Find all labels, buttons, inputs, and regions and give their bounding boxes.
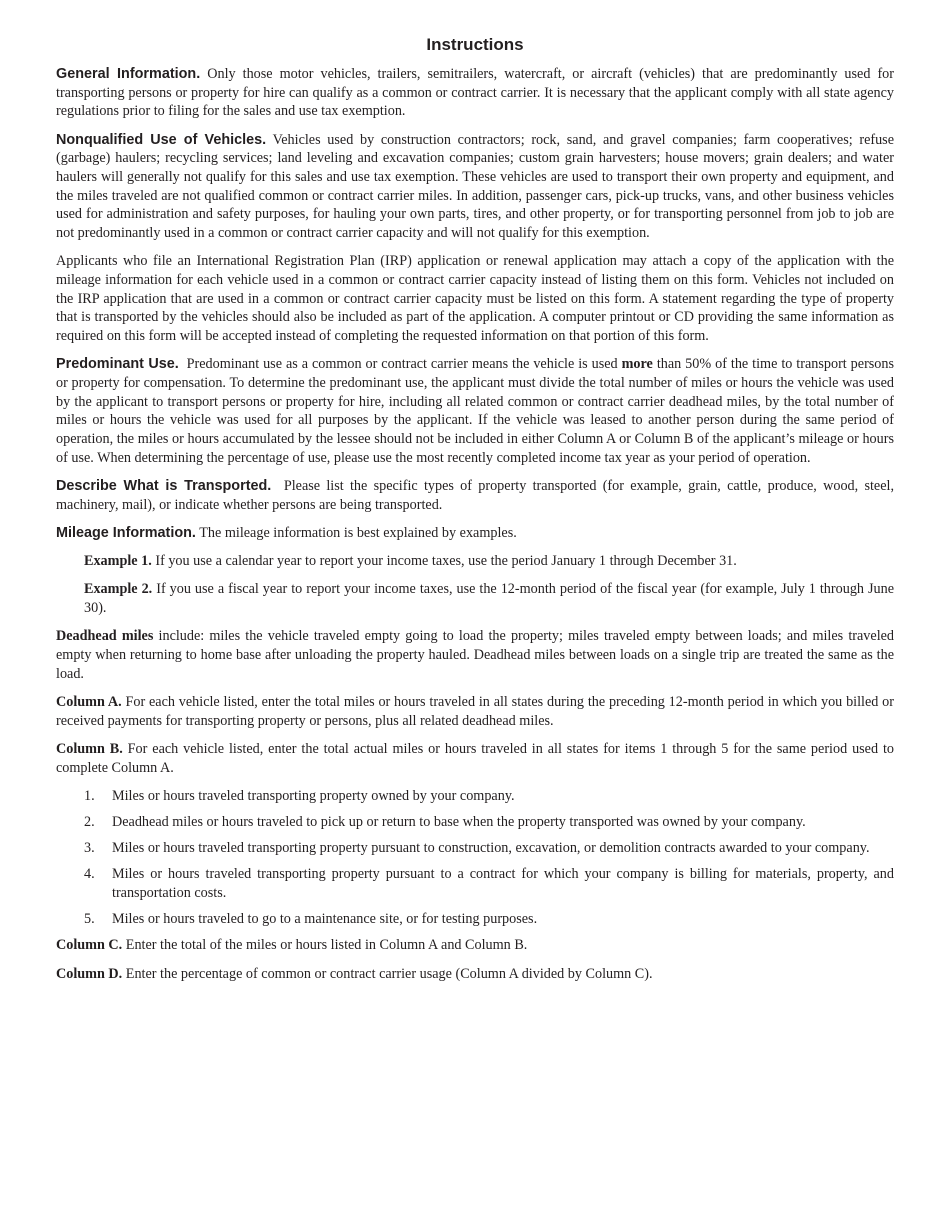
list-item [84, 910, 894, 929]
list-item [84, 787, 894, 806]
column-d-paragraph [56, 965, 894, 984]
column-c-text: Enter the total of the miles or hours listed in Column A and Column B. [125, 937, 528, 954]
mileage-information-paragraph [56, 524, 894, 543]
column-a-paragraph [56, 693, 894, 730]
column-d-label: Column D. [56, 965, 123, 982]
column-a-text: For each vehicle listed, enter the total miles or hours traveled in all states during the preceding 12-month period in which you billed or received payments for transporting property or persons, plus all related deadhead miles. [56, 693, 894, 729]
example-1-label: Example 1. [84, 553, 152, 570]
describe-transported-heading: Describe What is Transported. [56, 478, 272, 495]
list-item-number: 4. [84, 866, 95, 883]
mileage-information-heading: Mileage Information. [56, 524, 196, 541]
describe-transported-text: Please list the specific types of property transported (for example, grain, cattle, produce, wood, steel, machinery, mail), or indicate whether persons are being transported. [56, 478, 895, 513]
nonqualified-use-text: Vehicles used by construction contractors; rock, sand, and gravel companies; farm cooperatives; refuse (garbage) haulers; recycling services; land leveling and excavation companies; custom grain harvesters; house movers; grain dealers; and water haulers will generally not qualify for this sales and use tax exemption. These vehicles are used to transport their own property and equipment, and the miles traveled are not qualified common or contract carrier miles. In addition, passenger cars, pick-up trucks, vans, and other business vehicles used for administration and safety purposes, for hauling your own parts, tires, and other property, or for transporting personnel from job to job are not predominantly used in a common or contract carrier capacity and will not qualify for this exemption. [56, 131, 895, 242]
column-a-label: Column A. [56, 693, 122, 710]
deadhead-miles-label: Deadhead miles [56, 628, 154, 645]
page-title: Instructions [426, 35, 524, 54]
example-2-paragraph [84, 580, 894, 617]
list-item-text: Miles or hours traveled transporting property pursuant to a contract for which your company is billing for materials, property, and transportation costs. [112, 866, 894, 902]
example-2-label: Example 2. [84, 581, 153, 598]
column-d-text: Enter the percentage of common or contract carrier usage (Column A divided by Column C). [125, 965, 653, 982]
nonqualified-use-paragraph [56, 131, 894, 243]
column-b-paragraph [56, 740, 894, 777]
example-2-text: If you use a fiscal year to report your income taxes, use the 12-month period of the fiscal year (for example, July 1 through June 30). [84, 581, 894, 617]
list-item-number: 2. [84, 813, 95, 830]
example-1-text: If you use a calendar year to report your income taxes, use the period January 1 through December 31. [155, 553, 737, 570]
list-item-text: Miles or hours traveled transporting property pursuant to construction, excavation, or demolition contracts awarded to your company. [112, 840, 870, 857]
list-item-text: Miles or hours traveled transporting property owned by your company. [112, 787, 515, 804]
list-item-number: 1. [84, 787, 95, 804]
general-information-paragraph [56, 65, 894, 121]
predominant-use-text-before: Predominant use as a common or contract carrier means the vehicle is used [186, 356, 618, 373]
list-item-text: Deadhead miles or hours traveled to pick up or return to base when the property transported was owned by your company. [112, 813, 806, 830]
irp-paragraph: Applicants who file an International Registration Plan (IRP) application or renewal application may attach a copy of the application with the mileage information for each vehicle used in a common or contract carrier capacity instead of listing them on this form. Vehicles not included on the IRP application that are used in a common or contract carrier capacity must be listed on this form. A statement regarding the type of property that is transported by the vehicles should also be included as part of the application. A computer printout or CD providing the same information as required on this form will be accepted instead of completing the requested information on that portion of this form. [56, 253, 894, 345]
list-item [84, 839, 894, 858]
column-b-items-list [84, 787, 894, 929]
describe-transported-paragraph [56, 477, 894, 514]
list-item [84, 813, 894, 832]
column-b-text: For each vehicle listed, enter the total actual miles or hours traveled in all states for items 1 through 5 for the same period used to complete Column A. [56, 740, 894, 776]
column-b-label: Column B. [56, 740, 123, 757]
general-information-heading: General Information. [56, 66, 201, 82]
list-item-number: 3. [84, 840, 95, 857]
column-c-label: Column C. [56, 937, 123, 954]
deadhead-miles-paragraph [56, 627, 894, 683]
mileage-information-text: The mileage information is best explained by examples. [199, 524, 517, 541]
instructions-page [56, 34, 894, 993]
list-item-number: 5. [84, 911, 95, 928]
example-1-paragraph [84, 552, 894, 571]
deadhead-miles-text: include: miles the vehicle traveled empty going to load the property; miles traveled empty between loads; and miles traveled empty when returning to home base after unloading the property hauled. Deadhead miles between loads on a single trip are treated the same as the load. [56, 628, 895, 682]
list-item [84, 865, 894, 902]
general-information-text: Only those motor vehicles, trailers, semitrailers, watercraft, or aircraft (vehicles) that are predominantly used for transporting persons or property for hire can qualify as a common or contract carrier. It is necessary that the applicant comply with all state agency regulations prior to filing for the sales and use tax exemption. [56, 66, 894, 120]
predominant-use-emphasis: more [621, 356, 653, 373]
predominant-use-heading: Predominant Use. [56, 356, 179, 373]
predominant-use-paragraph [56, 355, 894, 467]
list-item-text: Miles or hours traveled to go to a maintenance site, or for testing purposes. [112, 911, 538, 928]
predominant-use-text-after: than 50% of the time to transport persons or property for compensation. To determine the predominant use, the applicant must divide the total number of miles or hours the vehicle was used by the applicant to transport persons or property for hire, including all related common or contract carrier deadhead miles, by the total number of miles or hours the vehicle was used for all purposes by the applicant. If the vehicle was leased to another person during the same period of operation, the miles or hours accumulated by the lessee should not be included in either Column A or Column B of the applicant’s mileage or hours of use. When determining the percentage of use, please use the most recently completed income tax year as your period of operation. [56, 356, 895, 466]
nonqualified-use-heading: Nonqualified Use of Vehicles. [56, 131, 267, 148]
column-c-paragraph [56, 936, 894, 955]
